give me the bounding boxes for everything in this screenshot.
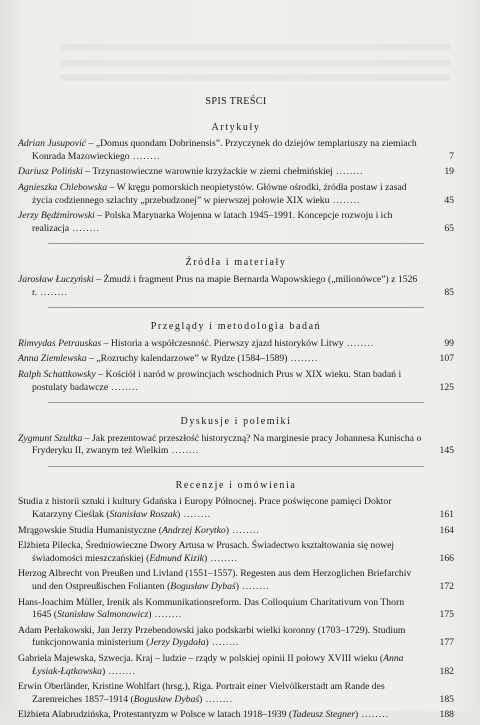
reviewer-paren-open: ( [167,581,171,593]
entry-title: Mrągowskie Studia Humanistyczne [18,524,159,536]
section-heading: Przeglądy i metodologia badań [150,321,322,333]
entry-author: Agnieszka Chlebowska [18,181,108,193]
entry-author: Jarosław Łuczyński [18,273,94,285]
leader-dots: ........ [202,693,234,705]
entry-title: Erwin Oberländer, Kristine Wohlfart (hrsg.), Riga. Portrait einer Vielvölkerstadt am Rande des Zarenreiches 1857–1914 [18,681,385,705]
section-divider [48,243,424,244]
entry-reviewer: Bogusław Dybaś [170,581,236,593]
page-number: 182 [439,665,454,677]
page-number: 145 [439,445,454,457]
entry-author: Dariusz Poliński [18,166,83,178]
toc-heading: SPIS TREŚCI [205,96,267,107]
entry-title: Studia z historii sztuki i kultury Gdańska i Europy Północnej. Prace poświęcone pamięci Doktor Katarzyny Cieślak [18,496,392,521]
leader-dots: ........ [69,222,100,234]
leader-dots: ........ [37,286,68,298]
leader-dots: ........ [228,524,260,536]
leader-dots: ........ [238,581,270,593]
reviewer-paren-open: ( [158,524,162,536]
entry-reviewer: Anna Łysiak-Łątkowska [32,653,404,677]
entry-text [18,369,454,394]
entry-title: Elżbieta Pilecka, Średniowieczne Dwory Artusa w Prusach. Świadectwo kształtowania się nowej świadomości mieszczańskiej [18,540,395,564]
page-number: 99 [444,337,454,349]
entry-text [18,525,454,538]
entry-text [18,709,454,722]
leader-dots: ........ [332,166,364,178]
entry-text [18,338,454,351]
reviewer-paren-open: ( [379,653,384,664]
entry-reviewer: Tadeusz Stegner [292,709,356,721]
entry-title: Gabriela Majewska, Szwecja. Kraj – ludzie – rządy w polskiej opinii II połowy XVIII wieku [18,653,380,664]
toc-entry [18,353,454,366]
section-heading: Recenzje i omówienia [175,479,297,491]
section-divider [48,307,424,308]
entry-title: – Jak prezentować przeszłość historyczną? Na marginesie pracy Johannesa Kunischa o Fryderyku II, zwanym też Wielkim [32,432,422,457]
leader-dots: ........ [151,609,183,621]
bleed-through-text [60,44,450,51]
toc-entry [18,274,454,299]
entry-title: – Trzynastowieczne warownie krzyżackie w ziemi chełmińskiej [82,166,333,178]
entry-title: Herzog Albrecht von Preußen und Livland (1551–1557). Regesten aus dem Herzoglichen Briefarchiv und den Ostpreußischen Folianten [18,568,412,593]
entry-text [18,681,454,706]
entry-text [18,568,454,593]
entry-text [18,166,454,179]
leader-dots: ........ [287,353,319,365]
reviewer-paren-close: ) [235,581,239,593]
section-heading: Artykuły [211,121,261,133]
page-number: 161 [439,509,454,521]
reviewer-paren-close: ) [203,552,208,564]
leader-dots: ........ [180,509,212,521]
page-number: 175 [439,609,454,621]
entry-text [18,182,454,207]
entry-author: Rimvydas Petrauskas [18,337,102,349]
toc-entry [18,681,454,706]
entry-author: Jerzy Będźmirowski [18,210,95,222]
page-number: 185 [439,693,454,705]
entry-reviewer: Edmund Kizik [149,552,204,564]
reviewer-paren-close: ) [177,509,181,521]
reviewer-paren-close: ) [355,709,359,721]
entry-title: – Historia a współczesność. Pierwszy zjazd historyków Litwy [101,337,344,349]
entry-text [18,597,454,622]
entry-author: Zygmunt Szultka [18,432,83,444]
leader-dots: ........ [108,381,139,393]
entry-reviewer: Bogusław Dybaś [133,693,200,705]
entry-text [18,433,454,458]
page-number: 125 [439,381,454,393]
entry-title: – Polska Marynarka Wojenna w latach 1945–1991. Koncepcje rozwoju i ich realizacja [32,210,393,234]
entry-text [18,210,454,235]
toc-entry [18,433,454,458]
toc-entry [18,625,454,650]
entry-title: – Żmudź i fragment Prus na mapie Bernarda Wapowskiego („milionówce”) z 1526 r. [32,273,418,298]
section-divider [48,402,424,403]
leader-dots: ........ [329,194,361,206]
page-number: 177 [439,637,454,649]
entry-title: – W kręgu pomorskich neopietystów. Główne ośrodki, źródła postaw i zasad życia codziennego szlachty „przebudzonej” w pierwszej połowie XIX wieku [32,181,407,206]
entry-reviewer: Andrzej Korytko [161,524,226,536]
entry-title: Elżbieta Alabrudzińska, Protestantyzm w Polsce w latach 1918–1939 [18,709,289,721]
toc-entry [18,338,454,351]
page-number: 85 [444,286,454,298]
toc-entry [18,597,454,622]
entry-title: – „Domus quondam Dobrinensis”. Przyczynek do dziejów templariuszy na ziemiach Konrada Mazowieckiego [32,138,417,162]
toc-entry [18,210,454,235]
entry-text [18,138,454,163]
toc-entry [18,709,454,722]
entry-title: – Kościół i naród w prowincjach wschodnich Prus w XIX wieku. Stan badań i postulaty badawcze [32,368,402,393]
entry-title: – „Rozruchy kalendarzowe” w Rydze (1584–1589) [86,353,288,365]
leader-dots: ........ [207,552,238,564]
reviewer-paren-close: ) [148,609,152,621]
page-number: 45 [444,194,454,206]
toc-entry [18,540,454,565]
reviewer-paren-open: ( [288,709,293,721]
section-heading: Dyskusje i polemiki [180,416,292,428]
leader-dots: ........ [168,445,200,457]
page-number: 172 [439,581,454,593]
section-divider [48,466,424,467]
reviewer-paren-close: ) [101,665,106,677]
page-number: 188 [439,709,454,721]
toc-entry [18,496,454,521]
leader-dots: ........ [105,665,136,677]
entry-reviewer: Jerzy Dygdała [149,637,206,649]
page-number: 7 [449,150,454,162]
reviewer-paren-open: ( [146,552,150,564]
leader-dots: ........ [208,637,240,649]
toc-sections [18,122,454,722]
table-of-contents [18,96,454,725]
entry-title: Adam Perłakowski, Jan Jerzy Przebendowski jako podskarbi wielki koronny (1703–1729). Studium funkcjonowania ministerium [18,624,406,649]
entry-author: Adrian Jusupović [18,138,87,150]
reviewer-paren-open: ( [146,637,150,649]
section-heading: Źródła i materiały [185,257,287,269]
reviewer-paren-close: ) [205,637,209,649]
bleed-through-text [60,60,450,67]
page-number: 65 [444,222,454,234]
toc-entry [18,653,454,678]
entry-title: Hans-Joachim Müller, Irenik als Kommunikationsreform. Das Colloquium Charitativum von Thorn 1645 [18,596,405,621]
page-number: 166 [439,552,454,564]
leader-dots: ........ [129,150,161,162]
toc-entry [18,138,454,163]
entry-text [18,625,454,650]
toc-entry [18,182,454,207]
toc-entry [18,568,454,593]
entry-reviewer: Stanisław Roszak [109,509,178,521]
toc-entry [18,369,454,394]
reviewer-paren-open: ( [130,693,134,705]
leader-dots: ........ [343,337,375,349]
entry-text [18,496,454,521]
entry-text [18,653,454,678]
entry-text [18,274,454,299]
entry-reviewer: Stanisław Salmonowicz [57,609,149,621]
reviewer-paren-close: ) [225,524,229,536]
reviewer-paren-open: ( [106,509,110,521]
leader-dots: ........ [358,709,390,721]
page-number: 107 [439,353,454,365]
entry-text [18,540,454,565]
bleed-through-text [60,74,450,81]
page-number: 164 [439,524,454,536]
reviewer-paren-close: ) [199,693,203,705]
toc-entry [18,525,454,538]
page-number: 19 [444,166,454,178]
entry-text [18,353,454,366]
toc-entry [18,166,454,179]
reviewer-paren-open: ( [53,609,58,621]
entry-author: Anna Ziemlewska [18,353,87,365]
entry-author: Ralph Schattkowsky [18,368,96,380]
